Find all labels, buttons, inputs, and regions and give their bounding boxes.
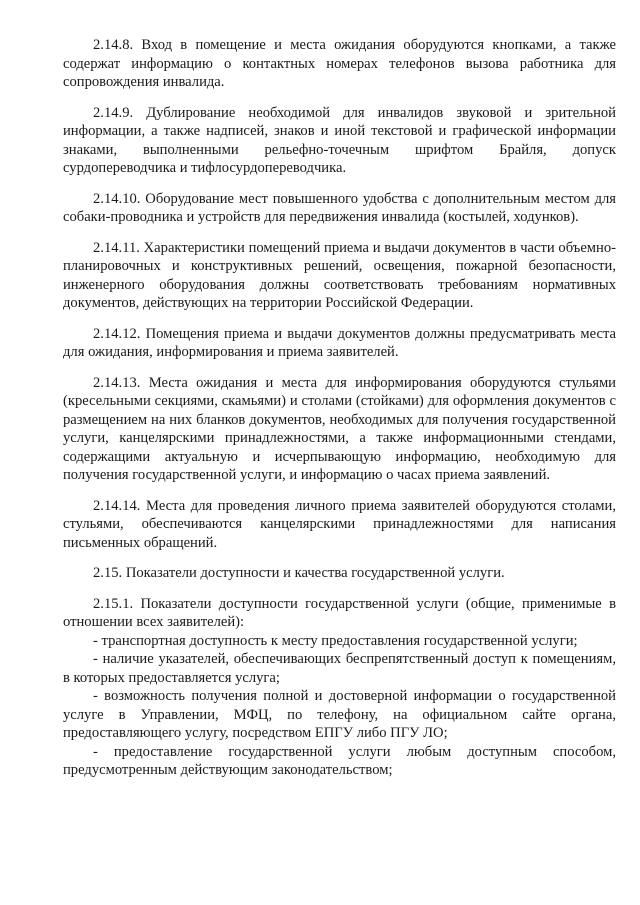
- paragraph-2-14-11: 2.14.11. Характеристики помещений приема и выдачи документов в части объемно-планировочных и конструктивных решений, освещения, пожарной безопасности, инженерного оборудования должны соответствовать требованиям нормативных документов, действующих на территории Российской Федерации.: [63, 239, 616, 311]
- paragraph-2-14-10: 2.14.10. Оборудование мест повышенного удобства с дополнительным местом для собаки-проводника и устройств для передвижения инвалида (костылей, ходунков).: [63, 190, 616, 225]
- paragraph-2-14-8: 2.14.8. Вход в помещение и места ожидания оборудуются кнопками, а также содержат информацию о контактных номерах телефонов вызова работника для сопровождения инвалида.: [63, 37, 616, 90]
- section-heading-2-15: 2.15. Показатели доступности и качества государственной услуги.: [93, 565, 505, 581]
- list-item-information: - возможность получения полной и достоверной информации о государственной услуге в Управлении, МФЦ, по телефону, на официальном сайте органа, предоставляющего услугу, посредством ЕПГУ либо ПГУ ЛО;: [63, 688, 616, 741]
- paragraph-2-14-13: 2.14.13. Места ожидания и места для информирования оборудуются стульями (кресельными секциями, скамьями) и столами (стойками) для оформления документов с размещением на них бланков документов, необходимых для получения государственной услуги, канцелярскими принадлежностями, а также информационными стендами, содержащими актуальную и исчерпывающую информацию, необходимую для получения государственной услуги, и информацию о часах приема заявлений.: [63, 374, 616, 483]
- paragraph-2-14-14: 2.14.14. Места для проведения личного приема заявителей оборудуются столами, стульями, обеспечиваются канцелярскими принадлежностями для написания письменных обращений.: [63, 497, 616, 551]
- document-body: [63, 36, 616, 780]
- paragraph-2-14-9: 2.14.9. Дублирование необходимой для инвалидов звуковой и зрительной информации, а также надписей, знаков и иной текстовой и графической информации знаками, выполненными рельефно-точечным шрифтом Брайля, допуск сурдопереводчика и тифлосурдопереводчика.: [63, 104, 616, 176]
- list-item-transport: - транспортная доступность к месту предоставления государственной услуги;: [93, 632, 578, 649]
- section-heading-2-15-1: 2.15.1. Показатели доступности государственной услуги (общие, применимые в отношении всех заявителей):: [63, 595, 616, 630]
- list-item-signs: - наличие указателей, обеспечивающих беспрепятственный доступ к помещениям, в которых предоставляется услуга;: [63, 651, 616, 686]
- paragraph-2-14-12: 2.14.12. Помещения приема и выдачи документов должны предусматривать места для ожидания, информирования и приема заявителей.: [63, 325, 616, 360]
- section-2-15-1: [63, 595, 616, 780]
- list-item-any-method: - предоставление государственной услуги любым доступным способом, предусмотренным действующим законодательством;: [63, 743, 616, 778]
